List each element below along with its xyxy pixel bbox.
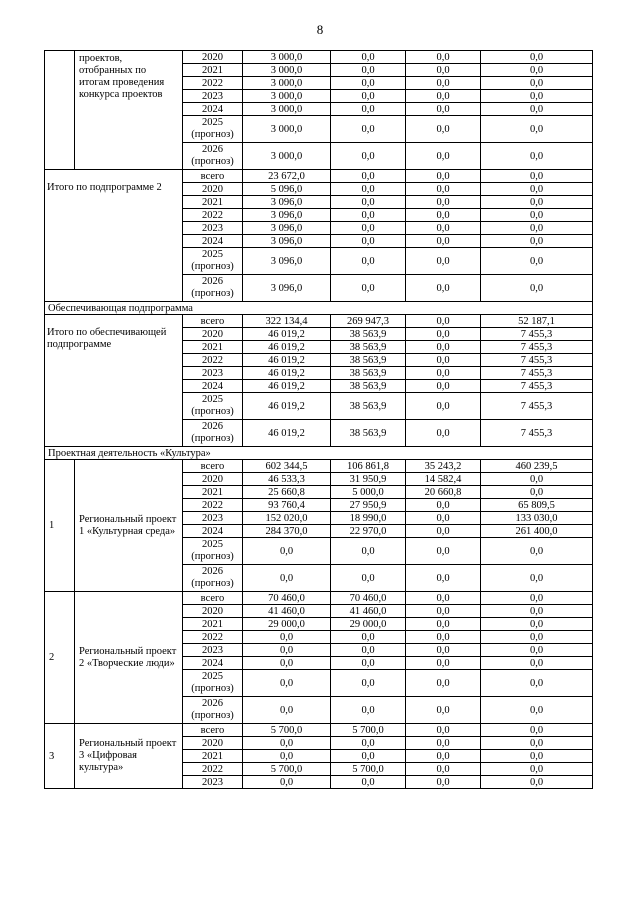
value-cell: 0,0 xyxy=(243,657,331,670)
table-row xyxy=(45,170,593,183)
value-cell: 0,0 xyxy=(406,750,481,763)
page-number: 8 xyxy=(316,22,324,37)
value-cell: 46 533,3 xyxy=(243,473,331,486)
value-cell: 0,0 xyxy=(406,209,481,222)
row-name: Региональный проект 1 «Культурная среда» xyxy=(75,460,183,592)
value-cell: 0,0 xyxy=(331,644,406,657)
year-cell: 2022 xyxy=(183,499,243,512)
year-cell: всего xyxy=(183,460,243,473)
year-cell: 2026 (прогноз) xyxy=(183,420,243,447)
value-cell: 0,0 xyxy=(481,697,593,724)
value-cell: 0,0 xyxy=(406,275,481,302)
value-cell: 106 861,8 xyxy=(331,460,406,473)
value-cell: 0,0 xyxy=(481,776,593,789)
value-cell: 0,0 xyxy=(481,77,593,90)
value-cell: 0,0 xyxy=(406,737,481,750)
value-cell: 5 700,0 xyxy=(243,724,331,737)
value-cell: 0,0 xyxy=(406,367,481,380)
value-cell: 0,0 xyxy=(243,644,331,657)
value-cell: 46 019,2 xyxy=(243,420,331,447)
value-cell: 38 563,9 xyxy=(331,341,406,354)
value-cell: 0,0 xyxy=(406,77,481,90)
year-cell: 2022 xyxy=(183,209,243,222)
value-cell: 0,0 xyxy=(406,670,481,697)
value-cell: 0,0 xyxy=(481,103,593,116)
year-cell: 2023 xyxy=(183,222,243,235)
value-cell: 0,0 xyxy=(406,499,481,512)
year-cell: всего xyxy=(183,170,243,183)
year-cell: 2021 xyxy=(183,196,243,209)
value-cell: 5 700,0 xyxy=(331,763,406,776)
year-cell: 2020 xyxy=(183,473,243,486)
row-index: 1 xyxy=(45,460,75,592)
value-cell: 70 460,0 xyxy=(331,592,406,605)
value-cell: 261 400,0 xyxy=(481,525,593,538)
value-cell: 0,0 xyxy=(481,248,593,275)
value-cell: 0,0 xyxy=(406,724,481,737)
year-cell: 2023 xyxy=(183,512,243,525)
value-cell: 29 000,0 xyxy=(331,618,406,631)
year-cell: 2025 (прогноз) xyxy=(183,248,243,275)
value-cell: 35 243,2 xyxy=(406,460,481,473)
value-cell: 0,0 xyxy=(481,235,593,248)
value-cell: 0,0 xyxy=(331,90,406,103)
value-cell: 46 019,2 xyxy=(243,341,331,354)
value-cell: 0,0 xyxy=(331,776,406,789)
value-cell: 3 096,0 xyxy=(243,248,331,275)
year-cell: 2025 (прогноз) xyxy=(183,393,243,420)
value-cell: 0,0 xyxy=(481,538,593,565)
value-cell: 0,0 xyxy=(481,644,593,657)
value-cell: 3 096,0 xyxy=(243,209,331,222)
value-cell: 0,0 xyxy=(243,750,331,763)
value-cell: 0,0 xyxy=(406,90,481,103)
value-cell: 0,0 xyxy=(406,235,481,248)
value-cell: 20 660,8 xyxy=(406,486,481,499)
value-cell: 322 134,4 xyxy=(243,315,331,328)
year-cell: 2021 xyxy=(183,618,243,631)
value-cell: 0,0 xyxy=(406,565,481,592)
year-cell: всего xyxy=(183,315,243,328)
row-index: 3 xyxy=(45,724,75,789)
value-cell: 0,0 xyxy=(331,697,406,724)
value-cell: 0,0 xyxy=(481,209,593,222)
value-cell: 0,0 xyxy=(331,196,406,209)
value-cell: 25 660,8 xyxy=(243,486,331,499)
value-cell: 284 370,0 xyxy=(243,525,331,538)
year-cell: 2024 xyxy=(183,525,243,538)
value-cell: 7 455,3 xyxy=(481,420,593,447)
value-cell: 0,0 xyxy=(406,248,481,275)
value-cell: 0,0 xyxy=(481,565,593,592)
value-cell: 52 187,1 xyxy=(481,315,593,328)
row-name: Региональный проект 2 «Творческие люди» xyxy=(75,592,183,724)
year-cell: 2024 xyxy=(183,103,243,116)
table-row xyxy=(45,460,593,473)
value-cell: 5 700,0 xyxy=(243,763,331,776)
value-cell: 0,0 xyxy=(481,183,593,196)
value-cell: 5 096,0 xyxy=(243,183,331,196)
section-row xyxy=(45,302,593,315)
table-row xyxy=(45,592,593,605)
year-cell: 2023 xyxy=(183,776,243,789)
value-cell: 0,0 xyxy=(331,222,406,235)
value-cell: 46 019,2 xyxy=(243,354,331,367)
value-cell: 5 700,0 xyxy=(331,724,406,737)
year-cell: 2026 (прогноз) xyxy=(183,143,243,170)
value-cell: 0,0 xyxy=(481,605,593,618)
value-cell: 0,0 xyxy=(481,657,593,670)
value-cell: 0,0 xyxy=(331,235,406,248)
value-cell: 602 344,5 xyxy=(243,460,331,473)
value-cell: 269 947,3 xyxy=(331,315,406,328)
value-cell: 0,0 xyxy=(331,670,406,697)
year-cell: 2020 xyxy=(183,183,243,196)
value-cell: 0,0 xyxy=(406,697,481,724)
value-cell: 0,0 xyxy=(331,248,406,275)
value-cell: 0,0 xyxy=(243,565,331,592)
table-row xyxy=(45,724,593,737)
value-cell: 0,0 xyxy=(406,618,481,631)
value-cell: 0,0 xyxy=(406,538,481,565)
value-cell: 0,0 xyxy=(406,512,481,525)
value-cell: 29 000,0 xyxy=(243,618,331,631)
value-cell: 0,0 xyxy=(406,51,481,64)
year-cell: 2021 xyxy=(183,64,243,77)
year-cell: 2023 xyxy=(183,90,243,103)
value-cell: 0,0 xyxy=(406,592,481,605)
year-cell: 2026 (прогноз) xyxy=(183,565,243,592)
value-cell: 7 455,3 xyxy=(481,354,593,367)
value-cell: 0,0 xyxy=(406,393,481,420)
year-cell: 2021 xyxy=(183,486,243,499)
value-cell: 3 096,0 xyxy=(243,235,331,248)
value-cell: 460 239,5 xyxy=(481,460,593,473)
value-cell: 7 455,3 xyxy=(481,328,593,341)
value-cell: 0,0 xyxy=(406,116,481,143)
value-cell: 0,0 xyxy=(331,538,406,565)
value-cell: 0,0 xyxy=(331,631,406,644)
value-cell: 0,0 xyxy=(406,328,481,341)
value-cell: 38 563,9 xyxy=(331,354,406,367)
value-cell: 0,0 xyxy=(481,275,593,302)
row-name: проектов, отобранных по итогам проведения конкурса проектов xyxy=(75,51,183,170)
value-cell: 0,0 xyxy=(481,170,593,183)
value-cell: 0,0 xyxy=(331,565,406,592)
value-cell: 38 563,9 xyxy=(331,380,406,393)
year-cell: 2024 xyxy=(183,235,243,248)
value-cell: 0,0 xyxy=(406,644,481,657)
value-cell: 0,0 xyxy=(406,170,481,183)
section-title: Обеспечивающая подпрограмма xyxy=(45,302,593,315)
value-cell: 0,0 xyxy=(331,657,406,670)
value-cell: 0,0 xyxy=(331,170,406,183)
value-cell: 0,0 xyxy=(331,116,406,143)
value-cell: 3 096,0 xyxy=(243,275,331,302)
row-index xyxy=(45,51,75,170)
table-row xyxy=(45,315,593,328)
value-cell: 23 672,0 xyxy=(243,170,331,183)
value-cell: 38 563,9 xyxy=(331,367,406,380)
year-cell: 2024 xyxy=(183,380,243,393)
value-cell: 41 460,0 xyxy=(331,605,406,618)
value-cell: 0,0 xyxy=(481,670,593,697)
value-cell: 0,0 xyxy=(331,143,406,170)
value-cell: 0,0 xyxy=(481,724,593,737)
value-cell: 0,0 xyxy=(481,143,593,170)
row-index: 2 xyxy=(45,592,75,724)
value-cell: 0,0 xyxy=(481,222,593,235)
value-cell: 0,0 xyxy=(243,538,331,565)
year-cell: 2022 xyxy=(183,354,243,367)
value-cell: 0,0 xyxy=(331,103,406,116)
year-cell: 2025 (прогноз) xyxy=(183,670,243,697)
year-cell: 2021 xyxy=(183,341,243,354)
value-cell: 0,0 xyxy=(331,209,406,222)
budget-table xyxy=(44,50,593,789)
value-cell: 0,0 xyxy=(406,315,481,328)
year-cell: 2022 xyxy=(183,77,243,90)
value-cell: 0,0 xyxy=(406,64,481,77)
year-cell: 2025 (прогноз) xyxy=(183,116,243,143)
value-cell: 0,0 xyxy=(243,776,331,789)
row-name: Региональный проект 3 «Цифровая культура» xyxy=(75,724,183,789)
value-cell: 31 950,9 xyxy=(331,473,406,486)
value-cell: 38 563,9 xyxy=(331,420,406,447)
value-cell: 0,0 xyxy=(331,275,406,302)
year-cell: 2025 (прогноз) xyxy=(183,538,243,565)
value-cell: 0,0 xyxy=(406,354,481,367)
value-cell: 133 030,0 xyxy=(481,512,593,525)
value-cell: 0,0 xyxy=(481,64,593,77)
value-cell: 0,0 xyxy=(481,51,593,64)
value-cell: 7 455,3 xyxy=(481,367,593,380)
value-cell: 46 019,2 xyxy=(243,328,331,341)
value-cell: 0,0 xyxy=(406,657,481,670)
value-cell: 7 455,3 xyxy=(481,341,593,354)
value-cell: 0,0 xyxy=(243,697,331,724)
value-cell: 0,0 xyxy=(481,763,593,776)
value-cell: 93 760,4 xyxy=(243,499,331,512)
value-cell: 41 460,0 xyxy=(243,605,331,618)
value-cell: 0,0 xyxy=(406,605,481,618)
value-cell: 0,0 xyxy=(406,776,481,789)
value-cell: 0,0 xyxy=(331,64,406,77)
value-cell: 0,0 xyxy=(481,618,593,631)
value-cell: 3 000,0 xyxy=(243,90,331,103)
value-cell: 46 019,2 xyxy=(243,380,331,393)
value-cell: 0,0 xyxy=(243,670,331,697)
value-cell: 0,0 xyxy=(481,750,593,763)
value-cell: 3 096,0 xyxy=(243,222,331,235)
value-cell: 38 563,9 xyxy=(331,393,406,420)
value-cell: 152 020,0 xyxy=(243,512,331,525)
value-cell: 0,0 xyxy=(406,380,481,393)
value-cell: 5 000,0 xyxy=(331,486,406,499)
value-cell: 0,0 xyxy=(243,737,331,750)
value-cell: 3 000,0 xyxy=(243,143,331,170)
value-cell: 3 000,0 xyxy=(243,51,331,64)
value-cell: 0,0 xyxy=(331,737,406,750)
value-cell: 0,0 xyxy=(481,196,593,209)
year-cell: 2023 xyxy=(183,644,243,657)
value-cell: 3 000,0 xyxy=(243,77,331,90)
value-cell: 65 809,5 xyxy=(481,499,593,512)
value-cell: 0,0 xyxy=(243,631,331,644)
year-cell: 2024 xyxy=(183,657,243,670)
value-cell: 0,0 xyxy=(481,631,593,644)
value-cell: 0,0 xyxy=(406,143,481,170)
value-cell: 18 990,0 xyxy=(331,512,406,525)
value-cell: 0,0 xyxy=(481,90,593,103)
value-cell: 46 019,2 xyxy=(243,367,331,380)
value-cell: 0,0 xyxy=(406,222,481,235)
value-cell: 0,0 xyxy=(406,341,481,354)
year-cell: 2020 xyxy=(183,328,243,341)
year-cell: 2022 xyxy=(183,631,243,644)
value-cell: 3 000,0 xyxy=(243,64,331,77)
value-cell: 0,0 xyxy=(481,116,593,143)
value-cell: 0,0 xyxy=(331,183,406,196)
value-cell: 0,0 xyxy=(331,51,406,64)
year-cell: 2020 xyxy=(183,51,243,64)
value-cell: 0,0 xyxy=(406,763,481,776)
value-cell: 0,0 xyxy=(331,750,406,763)
value-cell: 14 582,4 xyxy=(406,473,481,486)
year-cell: 2020 xyxy=(183,737,243,750)
value-cell: 0,0 xyxy=(481,592,593,605)
value-cell: 0,0 xyxy=(406,196,481,209)
row-group-label: Итого по обеспечивающей подпрограмме xyxy=(45,315,183,447)
value-cell: 3 000,0 xyxy=(243,116,331,143)
value-cell: 46 019,2 xyxy=(243,393,331,420)
value-cell: 7 455,3 xyxy=(481,393,593,420)
section-row xyxy=(45,447,593,460)
value-cell: 38 563,9 xyxy=(331,328,406,341)
value-cell: 0,0 xyxy=(406,183,481,196)
value-cell: 0,0 xyxy=(481,486,593,499)
year-cell: всего xyxy=(183,724,243,737)
value-cell: 27 950,9 xyxy=(331,499,406,512)
row-group-label: Итого по подпрограмме 2 xyxy=(45,170,183,302)
year-cell: 2022 xyxy=(183,763,243,776)
value-cell: 3 000,0 xyxy=(243,103,331,116)
table-row xyxy=(45,51,593,64)
year-cell: 2026 (прогноз) xyxy=(183,697,243,724)
year-cell: 2023 xyxy=(183,367,243,380)
year-cell: 2020 xyxy=(183,605,243,618)
value-cell: 0,0 xyxy=(481,473,593,486)
value-cell: 22 970,0 xyxy=(331,525,406,538)
year-cell: всего xyxy=(183,592,243,605)
value-cell: 0,0 xyxy=(331,77,406,90)
value-cell: 0,0 xyxy=(406,525,481,538)
value-cell: 0,0 xyxy=(406,420,481,447)
value-cell: 70 460,0 xyxy=(243,592,331,605)
value-cell: 0,0 xyxy=(481,737,593,750)
section-title: Проектная деятельность «Культура» xyxy=(45,447,593,460)
year-cell: 2021 xyxy=(183,750,243,763)
value-cell: 0,0 xyxy=(406,103,481,116)
value-cell: 0,0 xyxy=(406,631,481,644)
value-cell: 7 455,3 xyxy=(481,380,593,393)
year-cell: 2026 (прогноз) xyxy=(183,275,243,302)
value-cell: 3 096,0 xyxy=(243,196,331,209)
